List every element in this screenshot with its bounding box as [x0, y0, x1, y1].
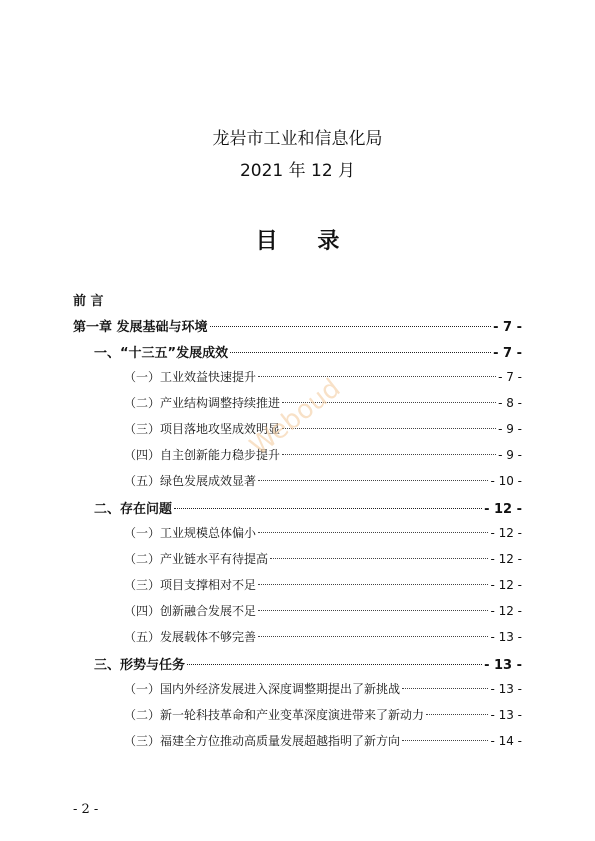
toc-entry-page: - 13 -: [490, 682, 522, 696]
toc-entry-text: （四）创新融合发展不足: [124, 604, 257, 618]
toc-entry-page: - 13 -: [490, 708, 522, 722]
toc-entry-text: （四）自主创新能力稳步提升: [124, 448, 281, 462]
toc-entry-page: - 13 -: [490, 630, 522, 644]
dot-leader: [210, 313, 492, 327]
toc-entry-text: 三、形势与任务: [94, 658, 186, 673]
toc-entry-subsection[interactable]: [124, 628, 522, 645]
organization-title: 龙岩市工业和信息化局: [212, 129, 383, 149]
toc-entry-subsection[interactable]: [124, 524, 522, 541]
toc-entry-page: - 8 -: [498, 396, 522, 410]
toc-entry-text: 一、“十三五”发展成效: [94, 346, 229, 361]
dot-leader: [187, 651, 482, 665]
toc-entry-page: - 12 -: [490, 578, 522, 592]
toc-entry-page: - 9 -: [498, 422, 522, 436]
toc-entry-chapter-1[interactable]: [73, 316, 522, 335]
toc-entry-page: - 7 -: [493, 346, 522, 361]
toc-entry-page: - 13 -: [484, 658, 522, 673]
watermark-text: Weboud: [244, 373, 347, 462]
toc-entry-page: - 12 -: [490, 552, 522, 566]
toc-entry-page: - 10 -: [490, 474, 522, 488]
toc-entry-section-1[interactable]: [94, 342, 522, 361]
toc-entry-page: - 9 -: [498, 448, 522, 462]
toc-entry-text: （二）产业结构调整持续推进: [124, 396, 281, 410]
toc-entry-subsection[interactable]: [124, 550, 522, 567]
toc-entry-text: （五）发展载体不够完善: [124, 630, 257, 644]
dot-leader: [258, 598, 488, 611]
toc-entry-section-3[interactable]: [94, 654, 522, 673]
toc-entry-preface[interactable]: [73, 290, 104, 309]
dot-leader: [258, 468, 488, 481]
toc-entry-subsection[interactable]: [124, 472, 522, 489]
toc-entry-text: （三）项目落地攻坚成效明显: [124, 422, 281, 436]
dot-leader: [402, 728, 488, 741]
dot-leader: [282, 442, 496, 455]
dot-leader: [258, 572, 488, 585]
toc-entry-text: （二）新一轮科技革命和产业变革深度演进带来了新动力: [124, 708, 425, 722]
toc-entry-subsection[interactable]: [124, 706, 522, 723]
toc-entry-text: 二、存在问题: [94, 502, 173, 517]
toc-entry-text: 第一章 发展基础与环境: [73, 320, 208, 335]
toc-entry-section-2[interactable]: [94, 498, 522, 517]
toc-entry-page: - 12 -: [490, 526, 522, 540]
toc-entry-page: - 7 -: [493, 320, 522, 335]
dot-leader: [230, 339, 491, 353]
dot-leader: [426, 702, 488, 715]
toc-entry-text: （一）国内外经济发展进入深度调整期提出了新挑战: [124, 682, 401, 696]
dot-leader: [402, 676, 488, 689]
dot-leader: [270, 546, 488, 559]
toc-entry-text: （五）绿色发展成效显著: [124, 474, 257, 488]
toc-entry-text: （一）工业效益快速提升: [124, 370, 257, 384]
toc-entry-text: （一）工业规模总体偏小: [124, 526, 257, 540]
toc-entry-text: （三）项目支撑相对不足: [124, 578, 257, 592]
toc-entry-page: - 12 -: [484, 502, 522, 517]
toc-entry-page: - 7 -: [498, 370, 522, 384]
toc-entry-subsection[interactable]: [124, 602, 522, 619]
dot-leader: [174, 495, 482, 509]
toc-entry-text: （二）产业链水平有待提高: [124, 552, 269, 566]
toc-entry-subsection[interactable]: [124, 446, 522, 463]
toc-entry-subsection[interactable]: [124, 576, 522, 593]
page-number: - 2 -: [73, 802, 99, 817]
toc-heading: 目 录: [255, 229, 356, 254]
document-date: 2021 年 12 月: [239, 161, 356, 181]
dot-leader: [258, 364, 496, 377]
toc-entry-subsection[interactable]: [124, 680, 522, 697]
toc-entry-subsection[interactable]: [124, 732, 522, 749]
toc-entry-text: 前 言: [73, 294, 104, 309]
toc-entry-text: （三）福建全方位推动高质量发展超越指明了新方向: [124, 734, 401, 748]
toc-entry-page: - 14 -: [490, 734, 522, 748]
dot-leader: [258, 624, 488, 637]
toc-entry-page: - 12 -: [490, 604, 522, 618]
dot-leader: [258, 520, 488, 533]
